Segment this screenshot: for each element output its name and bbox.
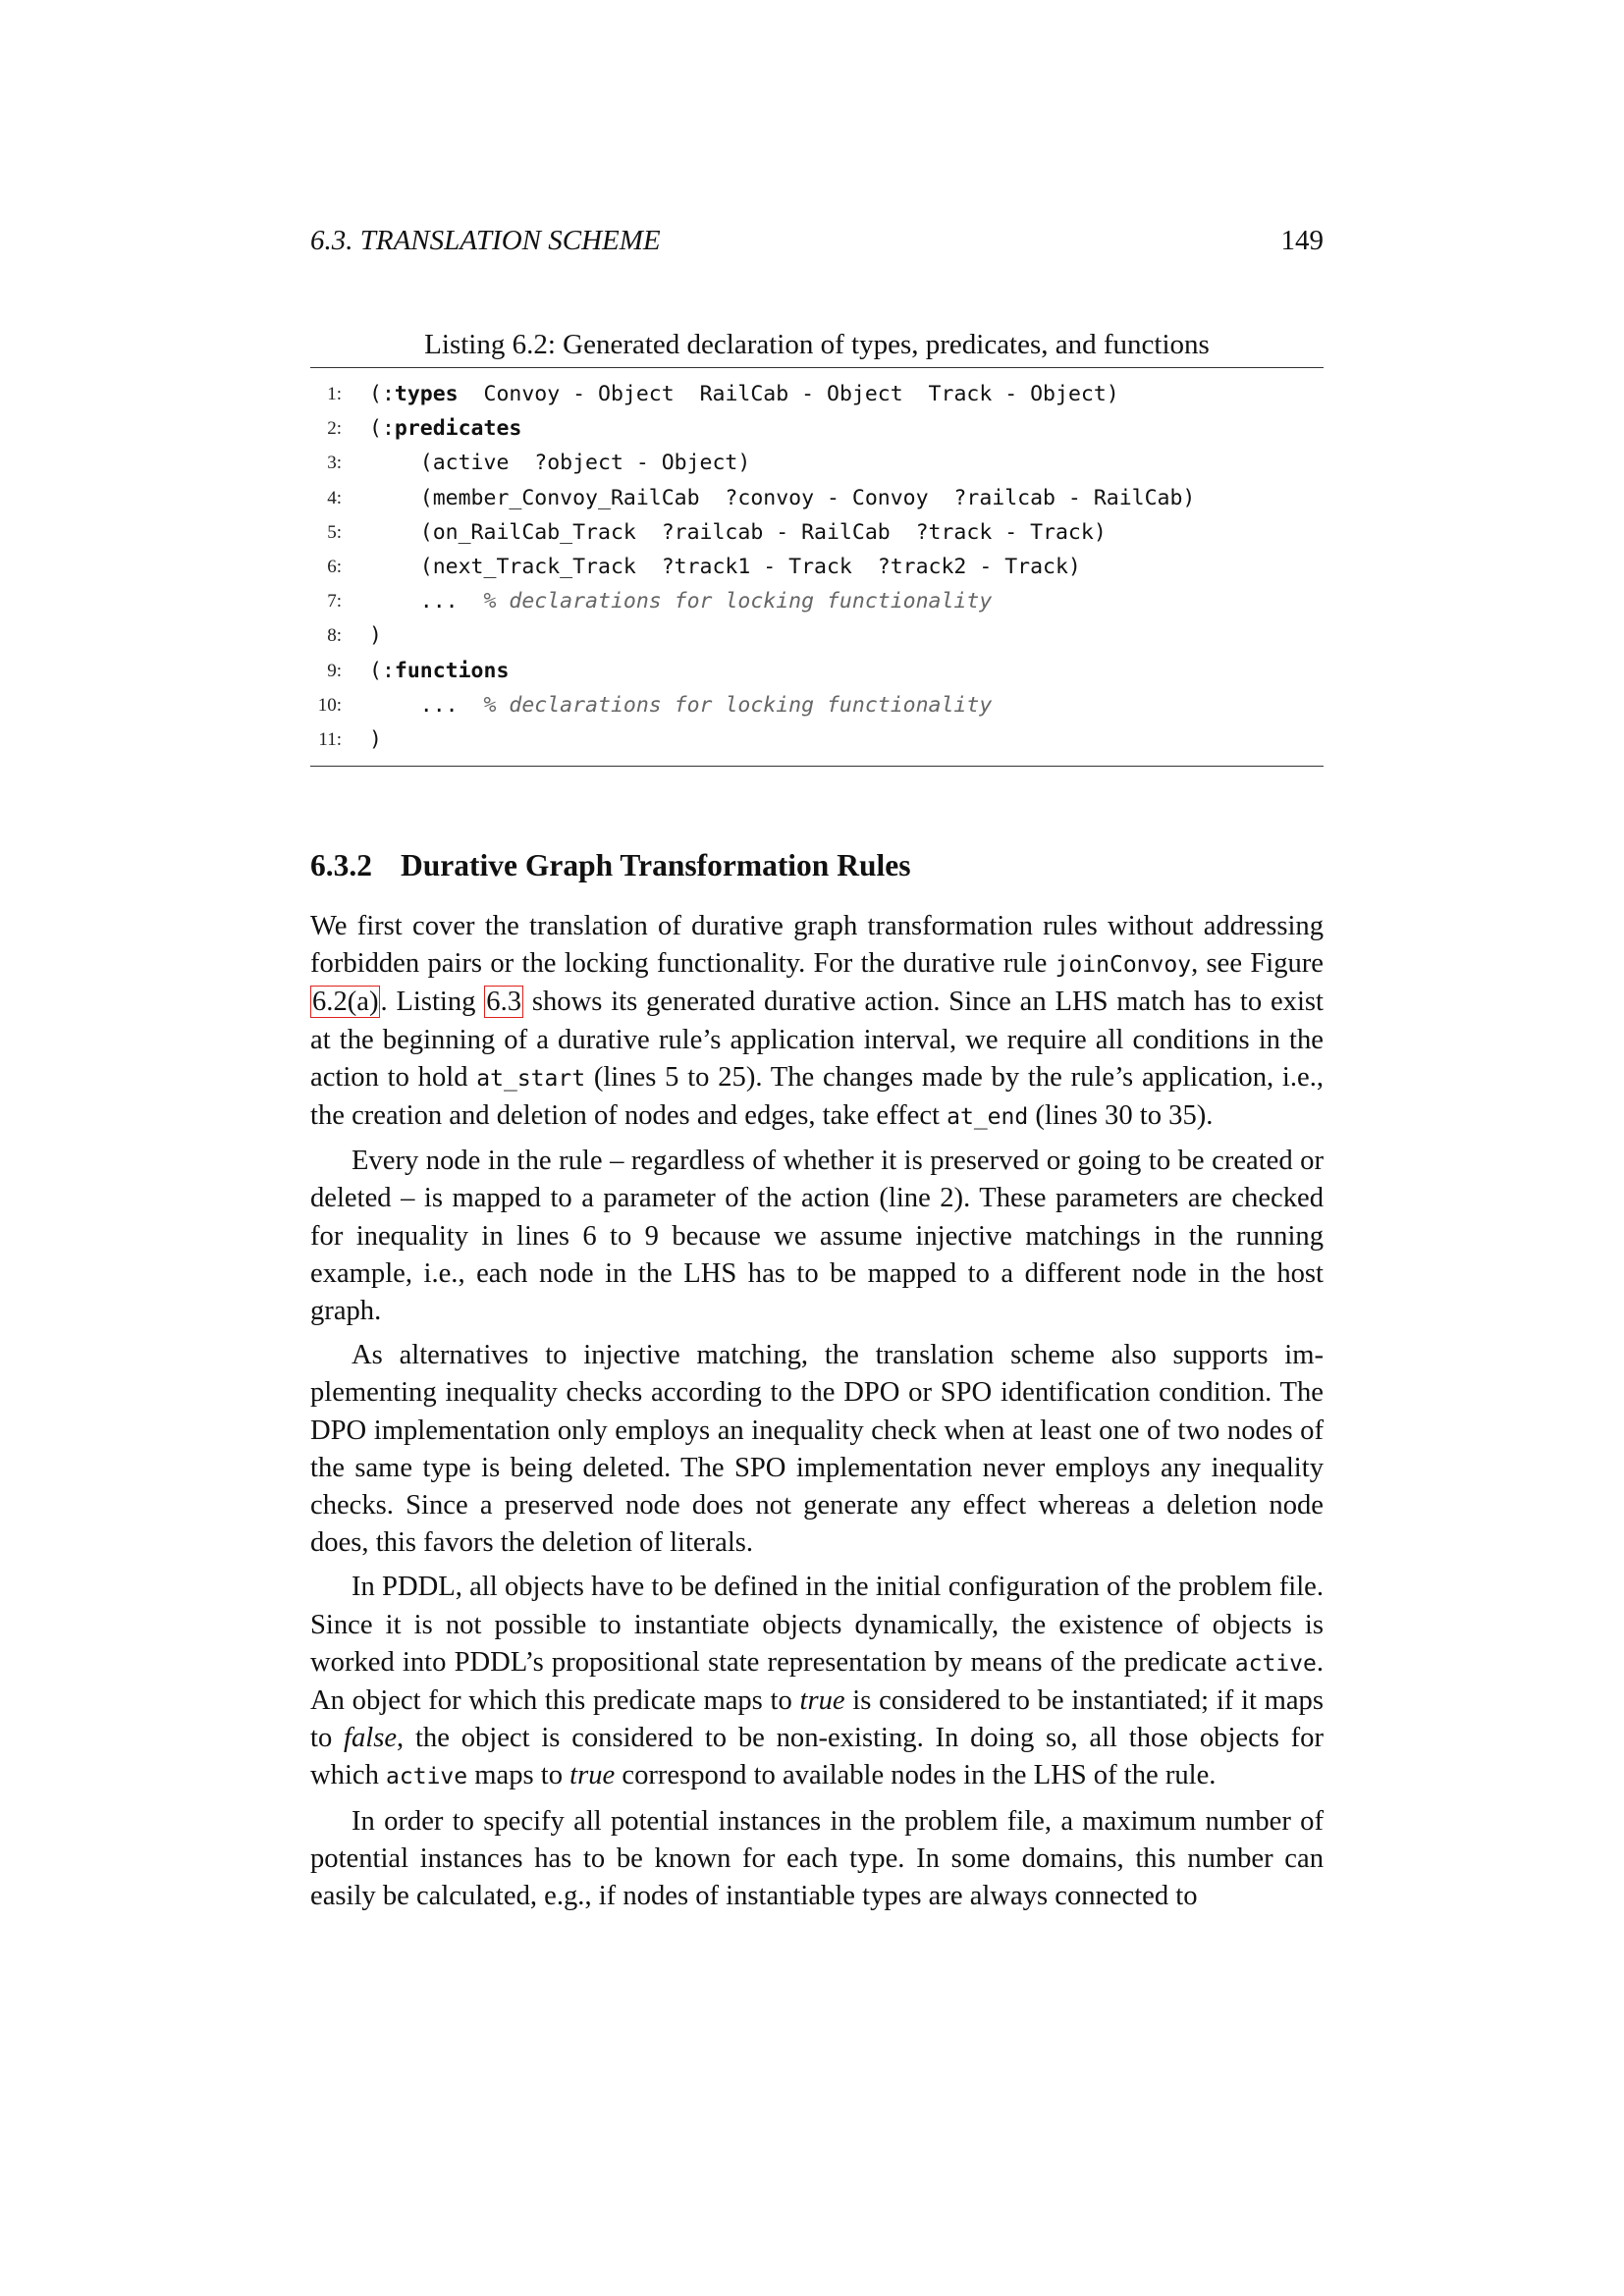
- subsection-heading: [310, 848, 910, 883]
- line-number: 11:: [318, 728, 342, 750]
- line-number: 6:: [327, 556, 342, 577]
- code-comment: % declarations for locking functionality: [483, 589, 993, 614]
- code-line: 1: (:types Convoy - Object RailCab - Object Track - Object): [310, 377, 1324, 411]
- code-comment: % declarations for locking functionality: [483, 692, 993, 718]
- code-line: 9: (:functions: [310, 654, 1324, 688]
- paragraph: Every node in the rule – regardless of whether it is preserved or going to be created or deleted – is mapped to a parameter of the action (line 2). These parameters are checked for inequality in lines 6 to 9 because we assume injective matchings in the running example, i.e., each node in the LHS has to be mapped to a different node in the host graph.: [310, 1146, 1324, 1327]
- line-number: 2:: [327, 418, 342, 440]
- running-head: [310, 225, 1324, 264]
- figure-reference-link[interactable]: 6.2(a): [312, 987, 379, 1018]
- body-text: [310, 908, 1324, 1922]
- inline-code: at_start: [476, 1065, 586, 1092]
- line-number: 7:: [327, 591, 342, 613]
- line-number: 9:: [327, 660, 342, 681]
- listing-caption: Listing 6.2: Generated declaration of types, predicates, and functions: [424, 329, 1210, 360]
- line-number: 4:: [327, 487, 342, 508]
- line-number: 5:: [327, 521, 342, 543]
- code-line: 2: (:predicates: [310, 411, 1324, 446]
- code-line: 5: (on_RailCab_Track ?railcab - RailCab ?track - Track): [310, 515, 1324, 550]
- code-line: 3: (active ?object - Object): [310, 446, 1324, 480]
- section-header: 6.3. TRANSLATION SCHEME: [310, 225, 661, 256]
- inline-code: joinConvoy: [1055, 952, 1192, 979]
- paragraph: We first cover the translation of durative graph transformation rules without addressing forbidden pairs or the locking functionality. For the durative rule joinConvoy, see Figure 6.2(a). Listing 6.3 shows its generated durative action. Since an LHS match has to exist at the beginning of a durative rule’s application interval, we require all conditions in the action to hold at_start (lines 5 to 25). The changes made by the rule’s application, i.e., the creation and deletion of nodes and edges, take effect at_end (lines 30 to 35).: [310, 911, 1324, 1132]
- code-line: 4: (member_Convoy_RailCab ?convoy - Convoy ?railcab - RailCab): [310, 481, 1324, 515]
- inline-code: active: [386, 1764, 468, 1790]
- paragraph: In PDDL, all objects have to be defined in the initial configuration of the problem file. Since it is not possible to instantiate objects dynamically, the existence of objects is worked into PDDL’s propositional state representation by means of the predicate active. An object for which this predicate maps to true is considered to be instantiated; if it maps to false, the object is considered to be non-existing. In doing so, all those objects for which active maps to true correspond to available nodes in the LHS of the rule.: [310, 1572, 1325, 1791]
- line-number: 8:: [327, 625, 342, 647]
- listing-top-rule: [310, 367, 1324, 368]
- code-line: 6: (next_Track_Track ?track1 - Track ?track2 - Track): [310, 550, 1324, 584]
- subsection-number: 6.3.2: [310, 848, 372, 882]
- paragraph: In order to specify all potential instances in the problem file, a maximum number of potential instances has to be known for each type. In some domains, this number can easily be calculated, e.g., if nodes of instantiable types are always connected to: [310, 1805, 1324, 1912]
- code-line: 11: ): [310, 722, 1324, 757]
- code-listing: [310, 377, 1324, 757]
- code-line: 7: ... % declarations for locking functionality: [310, 584, 1324, 618]
- inline-code: active: [1234, 1650, 1317, 1677]
- line-number: 10:: [317, 694, 342, 716]
- subsection-title: Durative Graph Transformation Rules: [401, 848, 911, 882]
- listing-bottom-rule: [310, 766, 1324, 767]
- line-number: 3:: [327, 453, 342, 474]
- listing-reference-link[interactable]: 6.3: [486, 987, 522, 1018]
- code-line: 8: ): [310, 618, 1324, 653]
- paragraph: As alternatives to injective matching, the translation scheme also supports implementing inequality checks according to the DPO or SPO identification condition. The DPO implementation only employs an inequality check when at least one of two nodes of the same type is being deleted. The SPO implementation never employs any inequality checks. Since a preserved node does not generate any effect whereas a deletion node does, this favors the deletion of literals.: [310, 1340, 1324, 1559]
- line-number: 1:: [327, 384, 342, 404]
- page-number: 149: [1280, 225, 1324, 256]
- inline-code: at_end: [947, 1104, 1029, 1131]
- code-line: 10: ... % declarations for locking functionality: [310, 688, 1324, 722]
